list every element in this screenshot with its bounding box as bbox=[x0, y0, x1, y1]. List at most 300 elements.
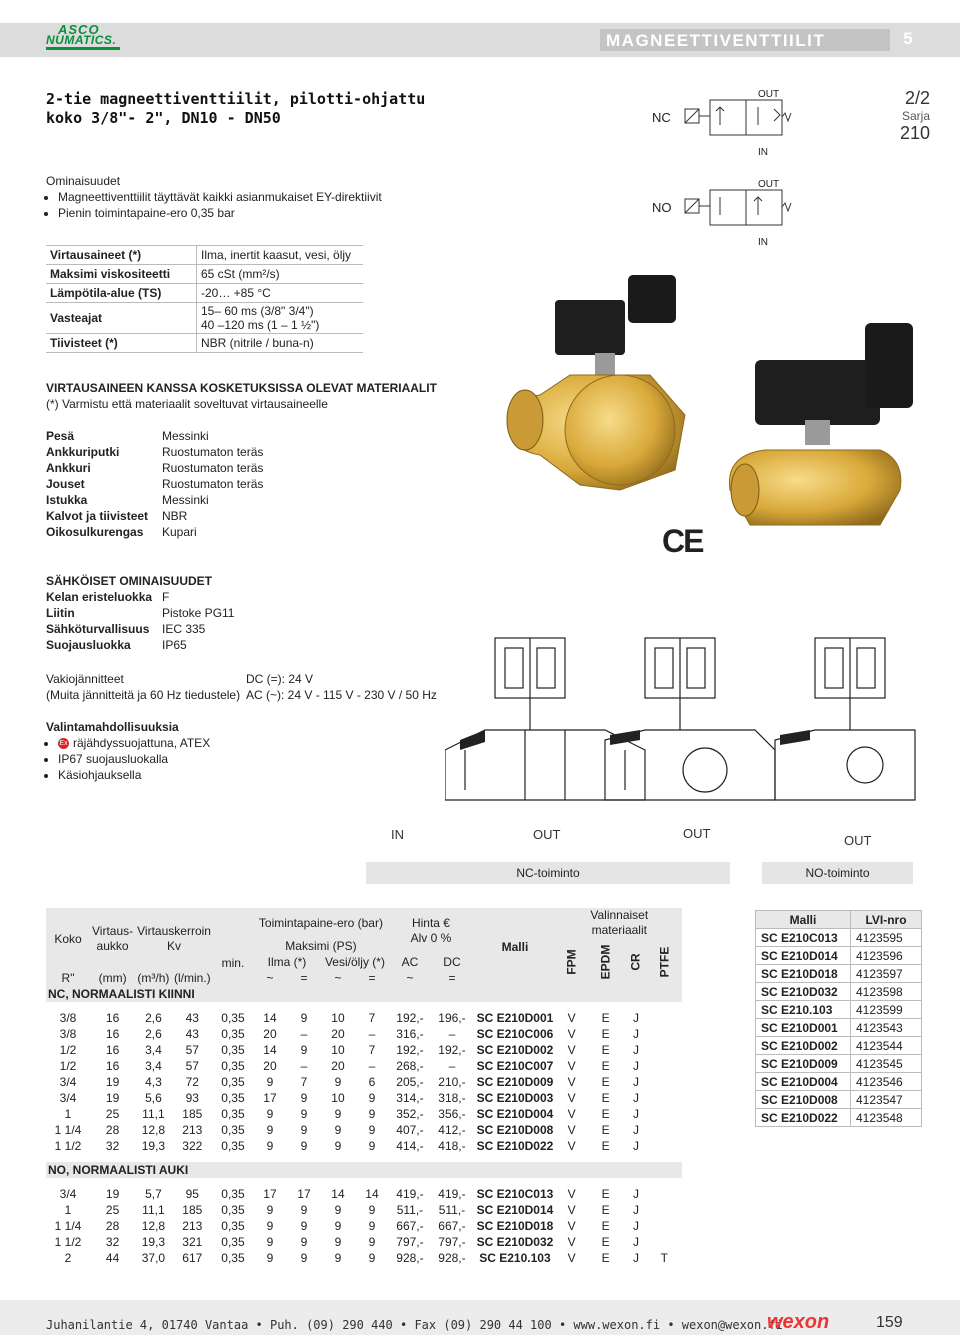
material-key: Ankkuriputki bbox=[46, 445, 120, 459]
table-cell: 9 bbox=[355, 1138, 389, 1154]
table-cell: SC E210D032 bbox=[473, 1234, 557, 1250]
table-cell: 1 1/4 bbox=[46, 1122, 90, 1138]
table-cell: 9 bbox=[321, 1234, 355, 1250]
table-row bbox=[46, 1026, 682, 1042]
no-rows bbox=[46, 1186, 682, 1266]
material-row bbox=[46, 492, 263, 508]
table-cell: 797,- bbox=[389, 1234, 431, 1250]
table-cell: 1/2 bbox=[46, 1058, 90, 1074]
prop-label: Lämpötila-alue (TS) bbox=[46, 284, 197, 303]
lvi-model: SC E210D001 bbox=[756, 1019, 851, 1037]
material-row bbox=[46, 476, 263, 492]
materials-list bbox=[46, 428, 263, 540]
table-cell: J bbox=[625, 1202, 647, 1218]
material-row bbox=[46, 444, 263, 460]
table-cell: 9 bbox=[321, 1218, 355, 1234]
table-cell: 9 bbox=[287, 1250, 321, 1266]
table-cell: E bbox=[586, 1090, 625, 1106]
table-cell: 511,- bbox=[389, 1202, 431, 1218]
prop-value: 65 cSt (mm²/s) bbox=[197, 265, 364, 284]
table-cell: 185 bbox=[172, 1202, 213, 1218]
table-cell: 3/4 bbox=[46, 1074, 90, 1090]
table-cell: E bbox=[586, 1106, 625, 1122]
table-cell: 95 bbox=[172, 1186, 213, 1202]
materials-heading-block bbox=[46, 380, 437, 412]
table-row bbox=[46, 1042, 682, 1058]
material-row bbox=[46, 460, 263, 476]
no-function-label: NO-toiminto bbox=[762, 862, 913, 884]
prop-value-group bbox=[197, 303, 364, 334]
col-ilma: Ilma (*) bbox=[253, 954, 321, 970]
table-cell: 412,- bbox=[431, 1122, 473, 1138]
table-cell: J bbox=[625, 1106, 647, 1122]
material-value: Ruostumaton teräs bbox=[162, 461, 264, 475]
lvi-head-malli: Malli bbox=[756, 911, 851, 929]
lvi-model: SC E210D002 bbox=[756, 1037, 851, 1055]
table-cell: 0,35 bbox=[213, 1074, 253, 1090]
spacer bbox=[46, 1178, 682, 1186]
table-cell: 1 1/2 bbox=[46, 1138, 90, 1154]
col-epdm bbox=[586, 938, 625, 986]
valve-table bbox=[46, 908, 682, 1266]
lvi-model: SC E210C013 bbox=[756, 929, 851, 947]
table-cell: 9 bbox=[287, 1090, 321, 1106]
no-in-label: IN bbox=[758, 237, 768, 248]
col-cr bbox=[625, 938, 647, 986]
table-cell: J bbox=[625, 1122, 647, 1138]
unit-s3: ~ bbox=[321, 970, 355, 986]
table-cell: E bbox=[586, 1234, 625, 1250]
table-cell: 0,35 bbox=[213, 1058, 253, 1074]
table-cell: SC E210D004 bbox=[473, 1106, 557, 1122]
table-cell: 11,1 bbox=[135, 1106, 172, 1122]
col-fpm-text: FPM bbox=[564, 949, 579, 975]
table-cell: V bbox=[557, 1202, 586, 1218]
unit-mm: (mm) bbox=[90, 970, 135, 986]
table-cell: 9 bbox=[287, 1106, 321, 1122]
lvi-head-nro: LVI-nro bbox=[851, 911, 922, 929]
table-cell: 28 bbox=[90, 1122, 135, 1138]
table-cell: J bbox=[625, 1042, 647, 1058]
material-key: Oikosulkurengas bbox=[46, 525, 144, 539]
feature-item: • Magneettiventtiilit täyttävät kaikki asianmukaiset EY-direktiivit bbox=[58, 189, 382, 205]
lvi-row bbox=[756, 1055, 922, 1073]
electrical-value: IEC 335 bbox=[162, 622, 206, 636]
table-cell: 1/2 bbox=[46, 1042, 90, 1058]
title-line1: 2-tie magneettiventtiilit, pilotti-ohjattu bbox=[46, 90, 426, 108]
option-item bbox=[58, 735, 210, 751]
option-item: • IP67 suojausluokalla bbox=[58, 751, 210, 767]
material-value: Ruostumaton teräs bbox=[162, 445, 264, 459]
voltages-block bbox=[46, 671, 437, 703]
table-cell: 0,35 bbox=[213, 1122, 253, 1138]
table-cell: 19 bbox=[90, 1090, 135, 1106]
table-cell bbox=[647, 1218, 682, 1234]
table-cell: SC E210D003 bbox=[473, 1090, 557, 1106]
lvi-model: SC E210D032 bbox=[756, 983, 851, 1001]
lvi-model: SC E210D004 bbox=[756, 1073, 851, 1091]
col-epdm-text: EPDM bbox=[598, 944, 613, 980]
electrical-value: IP65 bbox=[162, 638, 187, 652]
table-cell: 12,8 bbox=[135, 1122, 172, 1138]
table-cell: E bbox=[586, 1074, 625, 1090]
table-cell: V bbox=[557, 1234, 586, 1250]
lvi-number: 4123546 bbox=[851, 1073, 922, 1091]
unit-s6: = bbox=[431, 970, 473, 986]
table-cell: V bbox=[557, 1250, 586, 1266]
table-cell: T bbox=[647, 1250, 682, 1266]
table-row bbox=[46, 1138, 682, 1154]
table-cell: 419,- bbox=[389, 1186, 431, 1202]
table-cell: 3/4 bbox=[46, 1186, 90, 1202]
col-aukko: aukko bbox=[96, 939, 129, 953]
table-cell: E bbox=[586, 1058, 625, 1074]
col-valinnaiset-header bbox=[557, 908, 682, 938]
table-cell: 196,- bbox=[431, 1010, 473, 1026]
col-koko: Koko bbox=[46, 908, 90, 970]
table-row bbox=[46, 1074, 682, 1090]
table-cell: 2,6 bbox=[135, 1026, 172, 1042]
unit-s2: = bbox=[287, 970, 321, 986]
table-row bbox=[46, 1090, 682, 1106]
spacer bbox=[46, 1154, 682, 1162]
table-cell: J bbox=[625, 1234, 647, 1250]
table-cell: 1 bbox=[46, 1202, 90, 1218]
table-cell bbox=[647, 1234, 682, 1250]
table-cell: V bbox=[557, 1106, 586, 1122]
table-cell: 192,- bbox=[389, 1010, 431, 1026]
material-row bbox=[46, 428, 263, 444]
table-row bbox=[46, 1218, 682, 1234]
material-key: Kalvot ja tiivisteet bbox=[46, 509, 149, 523]
materials-note: (*) Varmistu että materiaalit soveltuvat virtausaineelle bbox=[46, 397, 328, 411]
features bbox=[46, 173, 382, 221]
diagram-out-label-3: OUT bbox=[844, 833, 872, 848]
col-ac: AC bbox=[389, 954, 431, 970]
material-value: Messinki bbox=[162, 493, 209, 507]
table-cell: 356,- bbox=[431, 1106, 473, 1122]
table-cell: 418,- bbox=[431, 1138, 473, 1154]
table-cell: – bbox=[355, 1058, 389, 1074]
feature-item: • Pienin toimintapaine-ero 0,35 bar bbox=[58, 205, 382, 221]
voltage-key: Vakiojännitteet bbox=[46, 672, 124, 686]
table-cell: E bbox=[586, 1186, 625, 1202]
nc-section-heading: NC, NORMAALISTI KIINNI bbox=[46, 986, 682, 1002]
features-heading: Ominaisuudet bbox=[46, 174, 121, 188]
table-cell: SC E210D014 bbox=[473, 1202, 557, 1218]
table-cell: 0,35 bbox=[213, 1250, 253, 1266]
table-cell: 322 bbox=[172, 1138, 213, 1154]
lvi-number: 4123597 bbox=[851, 965, 922, 983]
table-cell: SC E210D009 bbox=[473, 1074, 557, 1090]
col-materiaalit: materiaalit bbox=[591, 923, 647, 937]
lvi-row bbox=[756, 983, 922, 1001]
table-cell: E bbox=[586, 1250, 625, 1266]
table-cell: 32 bbox=[90, 1138, 135, 1154]
table-cell: 9 bbox=[355, 1234, 389, 1250]
table-cell: 0,35 bbox=[213, 1106, 253, 1122]
col-toimintapaine: Toimintapaine-ero (bar) bbox=[253, 908, 389, 938]
table-cell: 0,35 bbox=[213, 1042, 253, 1058]
col-valinnaiset: Valinnaiset bbox=[590, 908, 649, 922]
table-cell: V bbox=[557, 1074, 586, 1090]
prop-value: 15– 60 ms (3/8" 3/4") bbox=[201, 304, 314, 318]
table-cell: 9 bbox=[287, 1234, 321, 1250]
table-cell: 7 bbox=[355, 1010, 389, 1026]
nc-out-label: OUT bbox=[758, 89, 780, 100]
ex-icon: Ex bbox=[59, 740, 68, 748]
table-cell: – bbox=[431, 1026, 473, 1042]
col-kv-header bbox=[135, 908, 213, 970]
table-cell: V bbox=[557, 1026, 586, 1042]
electrical-row bbox=[46, 621, 234, 637]
lvi-row bbox=[756, 1073, 922, 1091]
col-virtaus-header bbox=[90, 908, 135, 970]
lvi-model: SC E210D014 bbox=[756, 947, 851, 965]
table-cell: 5,7 bbox=[135, 1186, 172, 1202]
table-cell: 25 bbox=[90, 1202, 135, 1218]
logo-line2: NUMATICS. bbox=[46, 33, 117, 47]
lvi-number: 4123543 bbox=[851, 1019, 922, 1037]
voltage-value: AC (~): 24 V - 115 V - 230 V / 50 Hz bbox=[246, 688, 437, 702]
electrical-value: F bbox=[162, 590, 170, 604]
table-cell: 352,- bbox=[389, 1106, 431, 1122]
material-key: Istukka bbox=[46, 493, 88, 507]
material-row bbox=[46, 508, 263, 524]
table-cell: 9 bbox=[355, 1122, 389, 1138]
table-cell: SC E210.103 bbox=[473, 1250, 557, 1266]
lvi-model: SC E210D022 bbox=[756, 1109, 851, 1127]
diagram-out-label-2: OUT bbox=[683, 826, 711, 841]
table-cell: 2,6 bbox=[135, 1010, 172, 1026]
col-kv: Kv bbox=[167, 939, 182, 953]
table-cell: J bbox=[625, 1250, 647, 1266]
table-cell: 314,- bbox=[389, 1090, 431, 1106]
options-heading: Valintamahdollisuuksia bbox=[46, 720, 179, 734]
electrical-key: Liitin bbox=[46, 606, 75, 620]
section-number: 5 bbox=[903, 29, 913, 48]
col-alv: Alv 0 % bbox=[410, 931, 452, 945]
table-cell: SC E210D008 bbox=[473, 1122, 557, 1138]
unit-s4: = bbox=[355, 970, 389, 986]
nc-rows bbox=[46, 1010, 682, 1154]
table-cell: 185 bbox=[172, 1106, 213, 1122]
table-cell: 7 bbox=[287, 1074, 321, 1090]
prop-value: 40 –120 ms (1 – 1 ½") bbox=[201, 318, 320, 332]
table-cell: 3/8 bbox=[46, 1010, 90, 1026]
table-cell: 9 bbox=[253, 1122, 287, 1138]
logo-bar bbox=[46, 47, 120, 50]
table-cell: V bbox=[557, 1218, 586, 1234]
table-cell: 797,- bbox=[431, 1234, 473, 1250]
prop-value: NBR (nitrile / buna-n) bbox=[197, 334, 364, 353]
col-ptfe bbox=[647, 938, 682, 986]
lvi-number: 4123547 bbox=[851, 1091, 922, 1109]
electrical-heading: SÄHKÖISET OMINAISUUDET bbox=[46, 574, 213, 588]
table-cell: 9 bbox=[355, 1106, 389, 1122]
col-maksimi: Maksimi (PS) bbox=[253, 938, 389, 954]
footer-address: Juhanilantie 4, 01740 Vantaa • Puh. (09) 290 440 • Fax (09) 290 44 100 • www.wexon.fi • wexon@wexon.fi bbox=[46, 1318, 783, 1332]
option-text: räjähdyssuojattuna, ATEX bbox=[73, 736, 211, 750]
table-cell: V bbox=[557, 1090, 586, 1106]
table-cell: 9 bbox=[321, 1074, 355, 1090]
lvi-number: 4123548 bbox=[851, 1109, 922, 1127]
table-cell: 3,4 bbox=[135, 1058, 172, 1074]
col-vesi: Vesi/öljy (*) bbox=[321, 954, 389, 970]
table-cell: 20 bbox=[253, 1058, 287, 1074]
table-cell: 2 bbox=[46, 1250, 90, 1266]
col-ptfe-text: PTFE bbox=[657, 946, 672, 978]
lvi-model: SC E210D008 bbox=[756, 1091, 851, 1109]
properties-table bbox=[46, 245, 363, 353]
col-cr-text: CR bbox=[628, 953, 643, 971]
no-out-label: OUT bbox=[758, 179, 780, 190]
table-cell: 93 bbox=[172, 1090, 213, 1106]
electrical-key: Suojausluokka bbox=[46, 638, 131, 652]
unit-blank bbox=[213, 970, 253, 986]
table-cell: 19,3 bbox=[135, 1138, 172, 1154]
table-cell: V bbox=[557, 1042, 586, 1058]
table-cell: 667,- bbox=[389, 1218, 431, 1234]
table-cell: 14 bbox=[253, 1042, 287, 1058]
table-cell: SC E210D001 bbox=[473, 1010, 557, 1026]
table-cell: V bbox=[557, 1122, 586, 1138]
table-cell: 7 bbox=[355, 1042, 389, 1058]
table-cell: 11,1 bbox=[135, 1202, 172, 1218]
wexon-logo: wexon bbox=[767, 1311, 830, 1333]
table-cell: J bbox=[625, 1138, 647, 1154]
col-kerroin: Virtauskerroin bbox=[137, 924, 211, 938]
table-cell: 321 bbox=[172, 1234, 213, 1250]
table-cell: 43 bbox=[172, 1010, 213, 1026]
table-cell: 9 bbox=[253, 1074, 287, 1090]
table-cell: 9 bbox=[253, 1138, 287, 1154]
series-number: 210 bbox=[899, 123, 930, 143]
table-cell: 0,35 bbox=[213, 1138, 253, 1154]
table-cell: – bbox=[431, 1058, 473, 1074]
table-cell: – bbox=[355, 1026, 389, 1042]
col-hinta: Hinta € bbox=[411, 916, 450, 930]
table-cell: 20 bbox=[321, 1058, 355, 1074]
table-cell: 9 bbox=[355, 1090, 389, 1106]
table-cell: 9 bbox=[253, 1202, 287, 1218]
table-cell: 192,- bbox=[389, 1042, 431, 1058]
table-cell: 213 bbox=[172, 1122, 213, 1138]
lvi-row bbox=[756, 1109, 922, 1127]
table-cell bbox=[647, 1138, 682, 1154]
table-cell: 0,35 bbox=[213, 1010, 253, 1026]
table-cell: – bbox=[287, 1026, 321, 1042]
electrical-value: Pistoke PG11 bbox=[162, 606, 235, 620]
voltage-key: (Muita jännitteitä ja 60 Hz tiedustele) bbox=[46, 688, 241, 702]
col-hinta-header bbox=[389, 908, 473, 954]
table-cell: 9 bbox=[355, 1202, 389, 1218]
table-cell: 9 bbox=[321, 1106, 355, 1122]
table-cell: 16 bbox=[90, 1058, 135, 1074]
table-cell: – bbox=[287, 1058, 321, 1074]
lvi-row bbox=[756, 1037, 922, 1055]
table-cell: 28 bbox=[90, 1218, 135, 1234]
table-cell: 14 bbox=[355, 1186, 389, 1202]
table-cell: 20 bbox=[253, 1026, 287, 1042]
electrical-key: Sähköturvallisuus bbox=[46, 622, 150, 636]
table-cell: 9 bbox=[253, 1218, 287, 1234]
table-cell: 9 bbox=[287, 1042, 321, 1058]
table-cell: J bbox=[625, 1074, 647, 1090]
table-cell: V bbox=[557, 1186, 586, 1202]
table-cell: 5,6 bbox=[135, 1090, 172, 1106]
table-cell: 928,- bbox=[389, 1250, 431, 1266]
table-cell: 6 bbox=[355, 1074, 389, 1090]
col-malli: Malli bbox=[473, 908, 557, 986]
table-cell: V bbox=[557, 1010, 586, 1026]
table-cell: 9 bbox=[287, 1010, 321, 1026]
table-cell: 17 bbox=[253, 1090, 287, 1106]
table-cell: 10 bbox=[321, 1042, 355, 1058]
table-cell: 57 bbox=[172, 1058, 213, 1074]
table-cell: 9 bbox=[321, 1250, 355, 1266]
table-cell: 57 bbox=[172, 1042, 213, 1058]
table-cell: E bbox=[586, 1122, 625, 1138]
table-cell: 17 bbox=[287, 1186, 321, 1202]
table-cell: E bbox=[586, 1202, 625, 1218]
table-cell: 19,3 bbox=[135, 1234, 172, 1250]
table-cell: 9 bbox=[253, 1234, 287, 1250]
electrical-key: Kelan eristeluokka bbox=[46, 590, 153, 604]
table-cell: 3,4 bbox=[135, 1042, 172, 1058]
table-cell: 12,8 bbox=[135, 1218, 172, 1234]
lvi-model: SC E210.103 bbox=[756, 1001, 851, 1019]
page-title bbox=[46, 90, 425, 128]
table-row bbox=[46, 1058, 682, 1074]
table-cell: J bbox=[625, 1058, 647, 1074]
unit-s5: ~ bbox=[389, 970, 431, 986]
lvi-number: 4123598 bbox=[851, 983, 922, 1001]
table-cell: 9 bbox=[253, 1250, 287, 1266]
option-item: • Käsiohjauksella bbox=[58, 767, 210, 783]
lvi-number: 4123545 bbox=[851, 1055, 922, 1073]
title-line2: koko 3/8"- 2", DN10 - DN50 bbox=[46, 109, 281, 127]
material-key: Ankkuri bbox=[46, 461, 91, 475]
cross-section-diagrams-icon bbox=[445, 630, 925, 830]
lvi-row bbox=[756, 1091, 922, 1109]
table-cell: SC E210C006 bbox=[473, 1026, 557, 1042]
material-value: Ruostumaton teräs bbox=[162, 477, 264, 491]
nc-function-label: NC-toiminto bbox=[366, 862, 730, 884]
lvi-number: 4123599 bbox=[851, 1001, 922, 1019]
table-cell: 16 bbox=[90, 1042, 135, 1058]
material-key: Pesä bbox=[46, 429, 75, 443]
table-row bbox=[46, 1234, 682, 1250]
table-cell: V bbox=[557, 1058, 586, 1074]
material-key: Jouset bbox=[46, 477, 85, 491]
electrical-row bbox=[46, 589, 234, 605]
table-cell: 44 bbox=[90, 1250, 135, 1266]
table-cell: 20 bbox=[321, 1026, 355, 1042]
asco-logo bbox=[46, 24, 120, 50]
prop-label: Tiivisteet (*) bbox=[46, 334, 197, 353]
table-cell: 0,35 bbox=[213, 1186, 253, 1202]
table-cell: 72 bbox=[172, 1074, 213, 1090]
table-cell: 192,- bbox=[431, 1042, 473, 1058]
table-cell bbox=[647, 1010, 682, 1026]
table-cell: J bbox=[625, 1010, 647, 1026]
table-cell: 1 bbox=[46, 1106, 90, 1122]
table-cell bbox=[647, 1042, 682, 1058]
materials-heading: VIRTAUSAINEEN KANSSA KOSKETUKSISSA OLEVAT MATERIAALIT bbox=[46, 381, 437, 395]
table-cell: J bbox=[625, 1218, 647, 1234]
table-cell: 316,- bbox=[389, 1026, 431, 1042]
